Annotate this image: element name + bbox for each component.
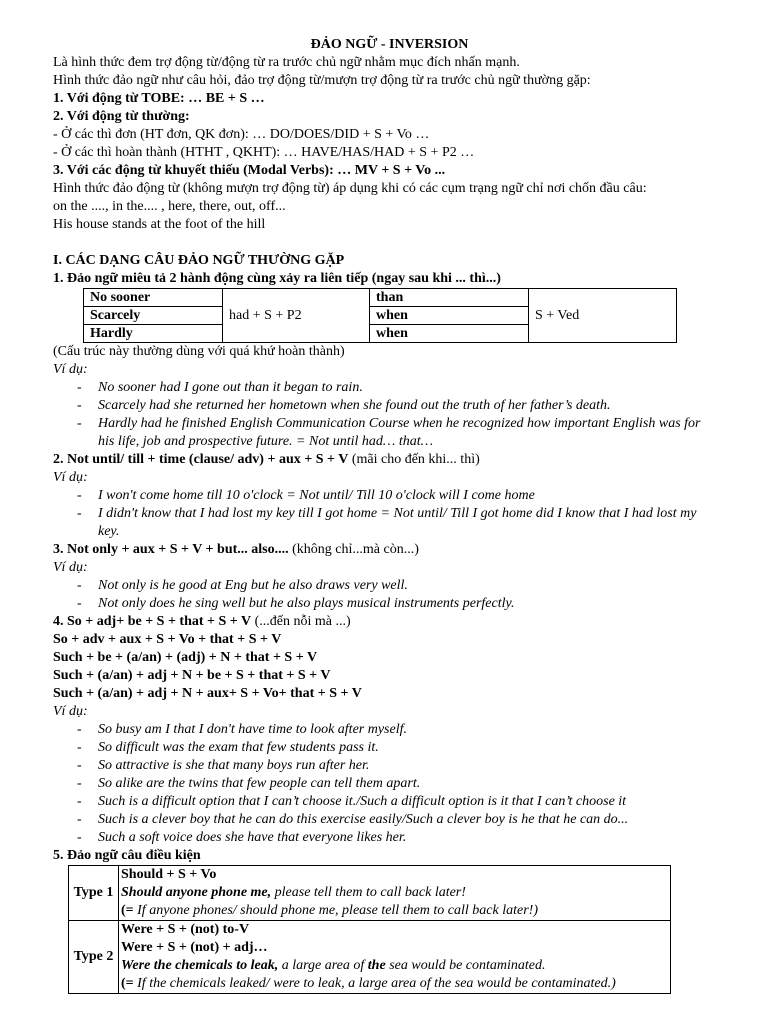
s3-vidu: Ví dụ: <box>53 560 88 575</box>
s4-structure-1: So + adv + aux + S + Vo + that + S + V <box>53 632 282 647</box>
list-item: - So difficult was the exam that few students pass it. <box>53 739 718 757</box>
s4-structure-3: Such + (a/an) + adj + N + be + S + that + S + V <box>53 668 331 683</box>
type2-equivalent <box>121 975 668 993</box>
s1-cell-than: than <box>370 289 529 307</box>
type2-example-the: the <box>367 958 386 973</box>
list-item: - Such a soft voice does she have that everyone likes her. <box>53 829 718 847</box>
s1-cell-hardly: Hardly <box>84 325 223 343</box>
list-item: - So busy am I that I don't have time to look after myself. <box>53 721 718 739</box>
rule-perfect-tenses: - Ở các thì hoàn thành (HTHT , QKHT): … HAVE/HAS/HAD + S + P2 … <box>53 145 475 160</box>
type1-example <box>121 884 668 902</box>
s1-cell-when-2: when <box>370 325 529 343</box>
s1-note: (Cấu trúc này thường dùng với quá khứ hoàn thành) <box>53 344 345 359</box>
s2-heading-formula: 2. Not until/ till + time (clause/ adv) + aux + S + V <box>53 452 349 467</box>
s2-heading <box>53 451 718 469</box>
type2-eq-bold: (= <box>121 976 134 991</box>
place-note-1: Hình thức đảo động từ (không mượn trợ động từ) áp dụng khi có các cụm trạng ngữ chỉ nơi chốn đầu câu: <box>53 181 647 196</box>
s4-heading <box>53 613 718 631</box>
list-item: - Such is a clever boy that he can do this exercise easily/Such a clever boy is he that he can do... <box>53 811 718 829</box>
type1-example-bold: Should anyone phone me, <box>121 885 272 900</box>
intro-line-2: Hình thức đảo ngữ như câu hỏi, đảo trợ động từ/mượn trợ động từ ra trước chủ ngữ thường gặp: <box>53 73 591 88</box>
s4-vidu: Ví dụ: <box>53 704 88 719</box>
s1-examples <box>53 379 718 451</box>
list-item: - I didn't know that I had lost my key till I got home = Not until/ Till I got home did I know that I had lost my key. <box>53 505 718 541</box>
intro-line-1: Là hình thức đem trợ động từ/động từ ra trước chủ ngữ nhằm mục đích nhấn mạnh. <box>53 55 520 70</box>
s4-heading-formula: 4. So + adj+ be + S + that + S + V <box>53 614 252 629</box>
s1-cell-s-ved: S + Ved <box>529 289 677 343</box>
s4-heading-meaning: (...đến nỗi mà ...) <box>251 614 351 629</box>
page-title: ĐẢO NGỮ - INVERSION <box>310 37 469 52</box>
s1-table <box>83 288 677 343</box>
s4-structure-4: Such + (a/an) + adj + N + aux+ S + Vo+ that + S + V <box>53 686 362 701</box>
s3-examples <box>53 577 718 613</box>
type2-example-bold: Were the chemicals to leak, <box>121 958 279 973</box>
type2-formula-2: Were + S + (not) + adj… <box>121 940 268 955</box>
type2-example-rest: sea would be contaminated. <box>385 958 546 973</box>
section-heading: I. CÁC DẠNG CÂU ĐẢO NGỮ THƯỜNG GẶP <box>53 253 345 268</box>
s1-cell-when-1: when <box>370 307 529 325</box>
s3-heading-formula: 3. Not only + aux + S + V + but... also.... <box>53 542 289 557</box>
place-note-2: on the ...., in the.... , here, there, out, off... <box>53 199 286 214</box>
list-item: - Hardly had he finished English Communication Course when he recognized how important English was for his life, job and prospective future. = Not until had… that… <box>53 415 718 451</box>
rule-ordinary-verbs: 2. Với động từ thường: <box>53 109 190 124</box>
type2-example-mid: a large area of <box>278 958 368 973</box>
type1-formula: Should + S + Vo <box>121 867 217 882</box>
s1-cell-scarcely: Scarcely <box>84 307 223 325</box>
s5-heading: 5. Đảo ngữ câu điều kiện <box>53 848 201 863</box>
s2-heading-meaning: (mãi cho đến khi... thì) <box>348 452 480 467</box>
type1-example-rest: please tell them to call back later! <box>271 885 466 900</box>
s2-vidu: Ví dụ: <box>53 470 88 485</box>
table-row <box>69 866 671 921</box>
s1-cell-had-s-p2: had + S + P2 <box>223 289 370 343</box>
s5-table <box>68 865 671 994</box>
rule-tobe: 1. Với động từ TOBE: … BE + S … <box>53 91 265 106</box>
s1-vidu: Ví dụ: <box>53 362 88 377</box>
list-item: - Scarcely had she returned her hometown when she found out the truth of her father’s death. <box>53 397 718 415</box>
type2-content <box>119 921 671 994</box>
s1-cell-no-sooner: No sooner <box>84 289 223 307</box>
list-item: - Such is a difficult option that I can’t choose it./Such a difficult option is it that I can’t choose it <box>53 793 718 811</box>
list-item: - No sooner had I gone out than it began to rain. <box>53 379 718 397</box>
list-item: - So alike are the twins that few people can tell them apart. <box>53 775 718 793</box>
s4-examples <box>53 721 718 847</box>
s4-structure-2: Such + be + (a/an) + (adj) + N + that + S + V <box>53 650 318 665</box>
type1-equivalent <box>121 902 668 920</box>
type1-content <box>119 866 671 921</box>
type2-label: Type 2 <box>69 921 119 994</box>
list-item: - So attractive is she that many boys run after her. <box>53 757 718 775</box>
document-page <box>53 36 718 994</box>
s1-heading: 1. Đảo ngữ miêu tả 2 hành động cùng xảy ra liên tiếp (ngay sau khi ... thì...) <box>53 271 501 286</box>
type1-eq-bold: (= <box>121 903 134 918</box>
s3-heading-meaning: (không chỉ...mà còn...) <box>288 542 419 557</box>
list-item: - I won't come home till 10 o'clock = Not until/ Till 10 o'clock will I come home <box>53 487 718 505</box>
s2-examples <box>53 487 718 541</box>
rule-modal-verbs: 3. Với các động từ khuyết thiếu (Modal Verbs): … MV + S + Vo ... <box>53 163 446 178</box>
type1-eq-rest: If anyone phones/ should phone me, please tell them to call back later!) <box>133 903 538 918</box>
table-row <box>69 921 671 994</box>
type1-label: Type 1 <box>69 866 119 921</box>
list-item: - Not only does he sing well but he also plays musical instruments perfectly. <box>53 595 718 613</box>
s3-heading <box>53 541 718 559</box>
type2-example <box>121 957 668 975</box>
type2-formula-1: Were + S + (not) to-V <box>121 922 250 937</box>
rule-simple-tenses: - Ở các thì đơn (HT đơn, QK đơn): … DO/DOES/DID + S + Vo … <box>53 127 430 142</box>
place-note-3: His house stands at the foot of the hill <box>53 217 266 232</box>
type2-eq-rest: If the chemicals leaked/ were to leak, a large area of the sea would be contaminated.) <box>133 976 616 991</box>
list-item: - Not only is he good at Eng but he also draws very well. <box>53 577 718 595</box>
